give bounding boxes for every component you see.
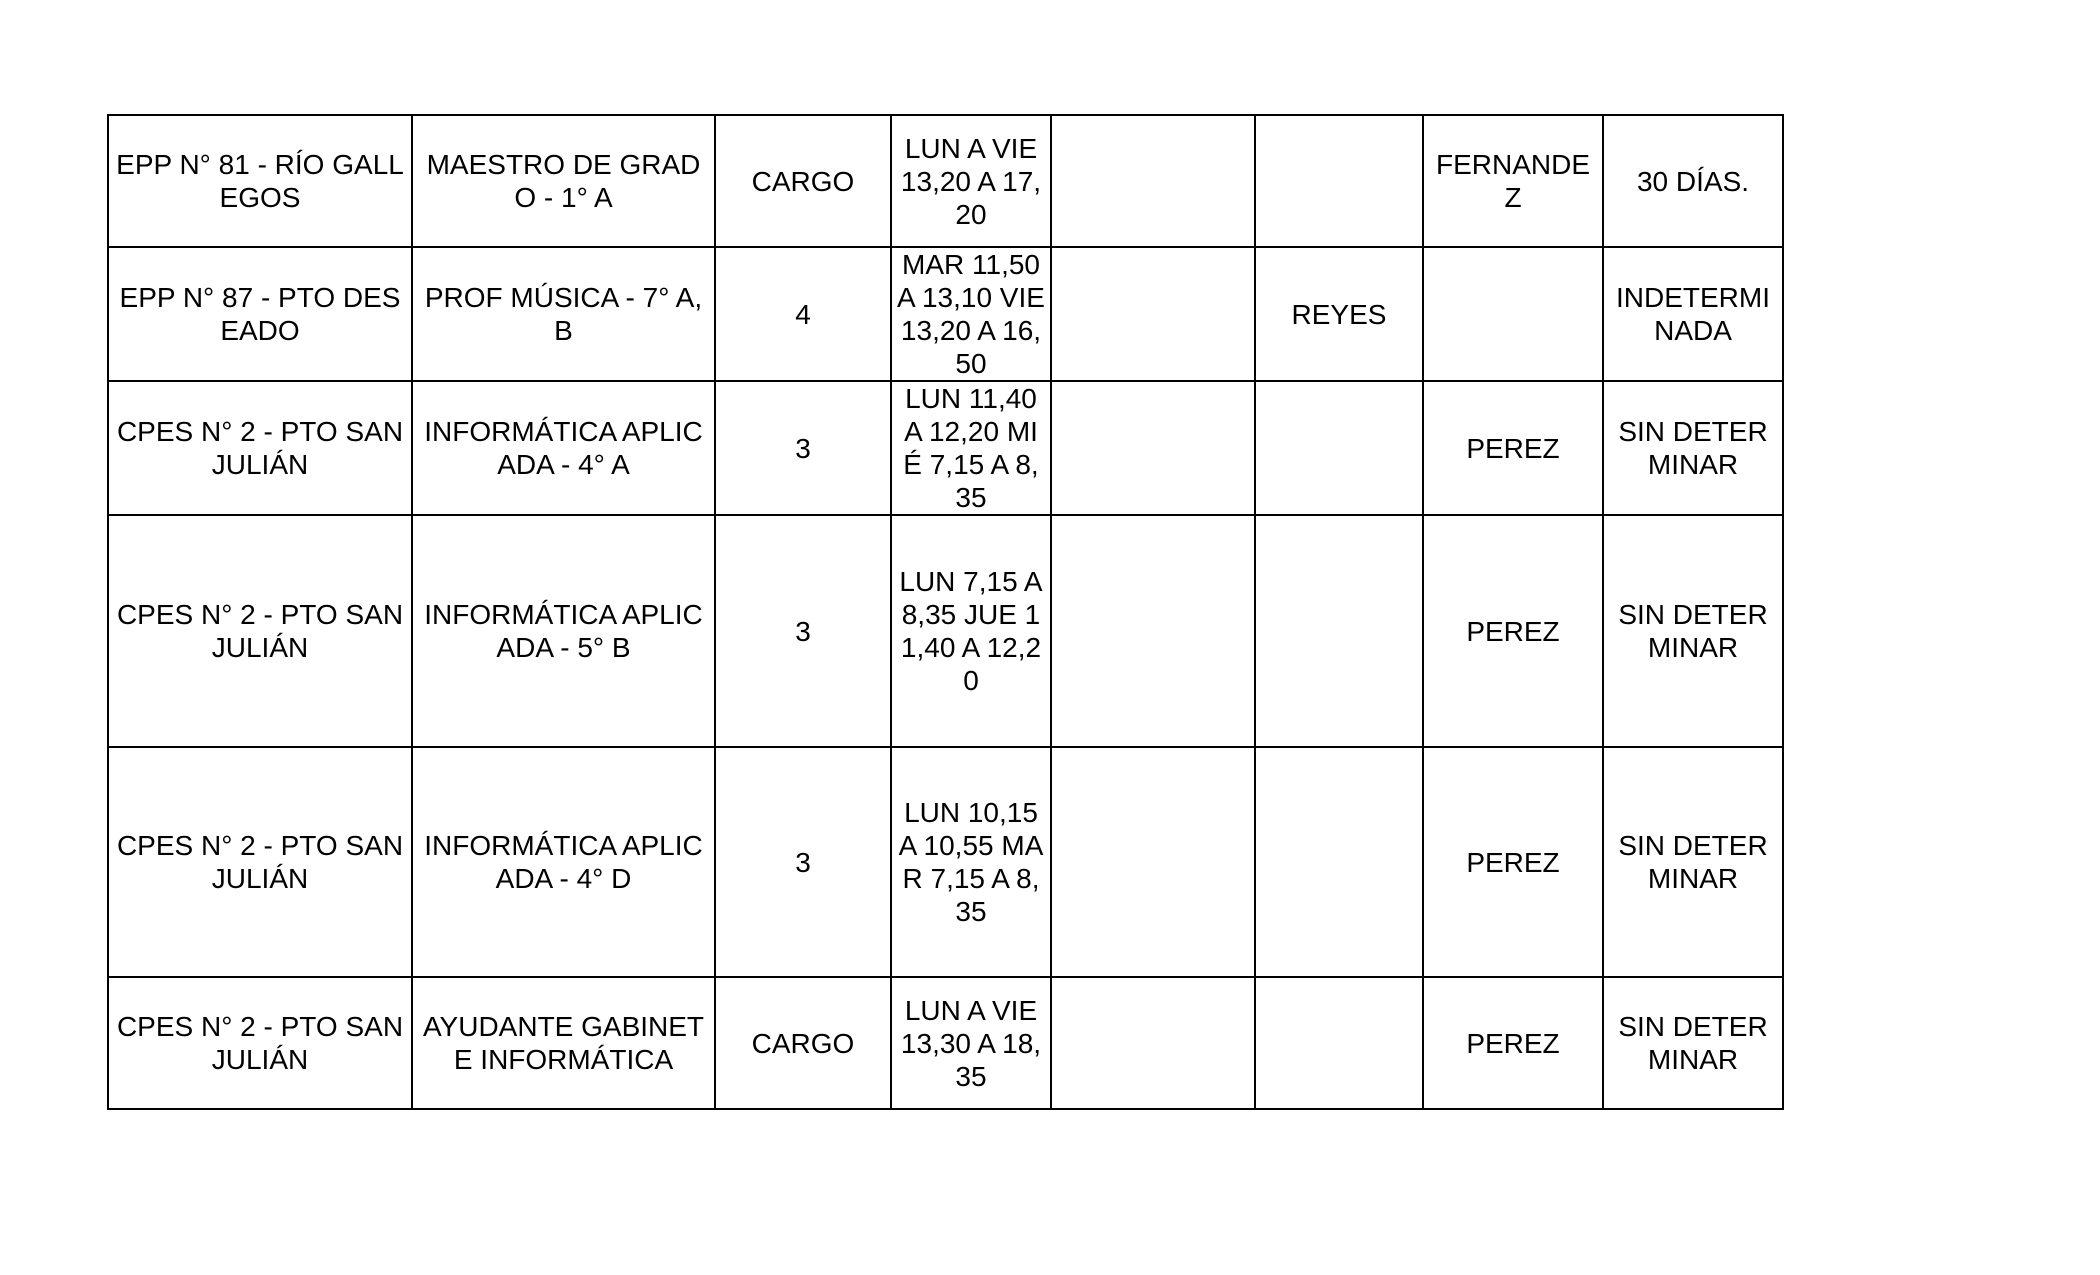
- name-cell: [1255, 515, 1423, 747]
- school-cell: CPES N° 2 - PTO SAN JULIÁN: [108, 977, 412, 1109]
- name-cell: PEREZ: [1423, 515, 1603, 747]
- schedule-cell: LUN 10,15 A 10,55 MAR 7,15 A 8,35: [891, 747, 1051, 977]
- position-cell: INFORMÁTICA APLICADA - 4° A: [412, 381, 715, 515]
- hours-cell: 4: [715, 247, 891, 381]
- duration-cell: SIN DETERMINAR: [1603, 747, 1783, 977]
- position-cell: PROF MÚSICA - 7° A,B: [412, 247, 715, 381]
- name-cell: [1255, 115, 1423, 247]
- table-row: [108, 977, 1783, 1109]
- position-cell: INFORMÁTICA APLICADA - 4° D: [412, 747, 715, 977]
- name-cell: [1423, 247, 1603, 381]
- empty-cell: [1051, 747, 1255, 977]
- name-cell: PEREZ: [1423, 381, 1603, 515]
- position-cell: AYUDANTE GABINETE INFORMÁTICA: [412, 977, 715, 1109]
- duration-cell: SIN DETERMINAR: [1603, 977, 1783, 1109]
- schedule-cell: MAR 11,50 A 13,10 VIE 13,20 A 16,50: [891, 247, 1051, 381]
- hours-cell: 3: [715, 747, 891, 977]
- position-cell: INFORMÁTICA APLICADA - 5° B: [412, 515, 715, 747]
- duration-cell: SIN DETERMINAR: [1603, 381, 1783, 515]
- school-cell: CPES N° 2 - PTO SAN JULIÁN: [108, 747, 412, 977]
- hours-cell: CARGO: [715, 115, 891, 247]
- school-cell: CPES N° 2 - PTO SAN JULIÁN: [108, 515, 412, 747]
- table-row: [108, 381, 1783, 515]
- name-cell: PEREZ: [1423, 977, 1603, 1109]
- duration-cell: INDETERMINADA: [1603, 247, 1783, 381]
- schedule-cell: LUN 7,15 A 8,35 JUE 11,40 A 12,20: [891, 515, 1051, 747]
- name-cell: [1255, 747, 1423, 977]
- school-cell: EPP N° 87 - PTO DESEADO: [108, 247, 412, 381]
- school-cell: CPES N° 2 - PTO SAN JULIÁN: [108, 381, 412, 515]
- name-cell: [1255, 977, 1423, 1109]
- name-cell: [1255, 381, 1423, 515]
- empty-cell: [1051, 247, 1255, 381]
- school-cell: EPP N° 81 - RÍO GALLEGOS: [108, 115, 412, 247]
- empty-cell: [1051, 381, 1255, 515]
- duration-cell: SIN DETERMINAR: [1603, 515, 1783, 747]
- hours-cell: CARGO: [715, 977, 891, 1109]
- empty-cell: [1051, 115, 1255, 247]
- table-row: [108, 747, 1783, 977]
- table-row: [108, 247, 1783, 381]
- hours-cell: 3: [715, 515, 891, 747]
- name-cell: FERNANDEZ: [1423, 115, 1603, 247]
- empty-cell: [1051, 977, 1255, 1109]
- assignments-table: [107, 114, 1784, 1110]
- table-row: [108, 115, 1783, 247]
- name-cell: PEREZ: [1423, 747, 1603, 977]
- hours-cell: 3: [715, 381, 891, 515]
- schedule-cell: LUN A VIE 13,30 A 18,35: [891, 977, 1051, 1109]
- duration-cell: 30 DÍAS.: [1603, 115, 1783, 247]
- position-cell: MAESTRO DE GRADO - 1° A: [412, 115, 715, 247]
- table-row: [108, 515, 1783, 747]
- empty-cell: [1051, 515, 1255, 747]
- name-cell: REYES: [1255, 247, 1423, 381]
- schedule-cell: LUN 11,40 A 12,20 MIÉ 7,15 A 8,35: [891, 381, 1051, 515]
- schedule-cell: LUN A VIE 13,20 A 17,20: [891, 115, 1051, 247]
